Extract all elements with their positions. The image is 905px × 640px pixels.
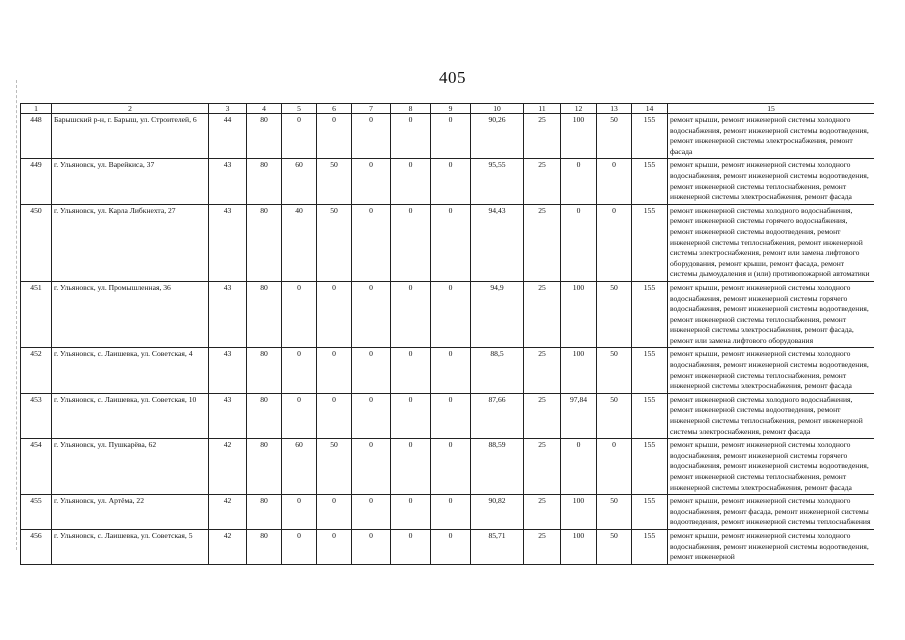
column-header: 4 — [247, 104, 282, 114]
value-cell: 50 — [597, 495, 632, 530]
column-header: 12 — [561, 104, 597, 114]
row-number: 456 — [21, 529, 52, 564]
scan-edge-mark — [16, 80, 18, 550]
value-cell: 50 — [597, 281, 632, 348]
works-list-cell: ремонт крыши, ремонт инженерной системы холодного водоснабжения, ремонт инженерной системы водоотведения, ремонт инженерной системы электроснабжения, ремонт фасада — [668, 114, 875, 159]
value-cell: 25 — [524, 114, 561, 159]
table-row — [21, 204, 875, 281]
value-cell: 0 — [352, 204, 391, 281]
value-cell: 0 — [597, 204, 632, 281]
value-cell: 90,26 — [471, 114, 524, 159]
value-cell: 0 — [431, 159, 471, 204]
works-list-cell: ремонт крыши, ремонт инженерной системы холодного водоснабжения, ремонт инженерной системы горячего водоснабжения, ремонт инженерной системы водоотведения, ремонт инженерной системы теплоснабжения, ремонт инженерной системы электроснабжения, ремонт фасада, ремонт или замена лифтового оборудования — [668, 281, 875, 348]
column-header: 5 — [282, 104, 317, 114]
value-cell: 0 — [431, 281, 471, 348]
value-cell: 0 — [431, 348, 471, 393]
table-row — [21, 529, 875, 564]
value-cell: 0 — [317, 114, 352, 159]
row-number: 451 — [21, 281, 52, 348]
value-cell: 0 — [391, 529, 431, 564]
value-cell: 155 — [632, 159, 668, 204]
value-cell: 88,59 — [471, 439, 524, 495]
value-cell: 0 — [317, 393, 352, 438]
address-cell: г. Ульяновск, с. Лаишевка, ул. Советская, 10 — [52, 393, 209, 438]
table-row — [21, 114, 875, 159]
value-cell: 80 — [247, 439, 282, 495]
address-cell: г. Ульяновск, с. Лаишевка, ул. Советская, 5 — [52, 529, 209, 564]
value-cell: 0 — [391, 281, 431, 348]
row-number: 448 — [21, 114, 52, 159]
row-number: 453 — [21, 393, 52, 438]
value-cell: 80 — [247, 114, 282, 159]
column-header: 1 — [21, 104, 52, 114]
table-container — [20, 103, 874, 640]
row-number: 454 — [21, 439, 52, 495]
value-cell: 100 — [561, 281, 597, 348]
table-row — [21, 439, 875, 495]
row-number: 449 — [21, 159, 52, 204]
value-cell: 0 — [352, 114, 391, 159]
value-cell: 90,82 — [471, 495, 524, 530]
column-header: 9 — [431, 104, 471, 114]
value-cell: 43 — [209, 281, 247, 348]
row-number: 455 — [21, 495, 52, 530]
value-cell: 40 — [282, 204, 317, 281]
value-cell: 100 — [561, 495, 597, 530]
value-cell: 60 — [282, 439, 317, 495]
address-cell: г. Ульяновск, ул. Варейкиса, 37 — [52, 159, 209, 204]
value-cell: 0 — [431, 529, 471, 564]
address-cell: г. Ульяновск, ул. Пушкарёва, 62 — [52, 439, 209, 495]
value-cell: 60 — [282, 159, 317, 204]
value-cell: 50 — [597, 114, 632, 159]
value-cell: 155 — [632, 281, 668, 348]
value-cell: 0 — [352, 393, 391, 438]
value-cell: 0 — [352, 348, 391, 393]
value-cell: 0 — [391, 495, 431, 530]
value-cell: 25 — [524, 159, 561, 204]
value-cell: 95,55 — [471, 159, 524, 204]
value-cell: 155 — [632, 495, 668, 530]
value-cell: 0 — [431, 393, 471, 438]
address-cell: г. Ульяновск, с. Лаишевка, ул. Советская, 4 — [52, 348, 209, 393]
works-list-cell: ремонт крыши, ремонт инженерной системы холодного водоснабжения, ремонт инженерной системы водоотведения, ремонт инженерной системы теплоснабжения, ремонт инженерной системы электроснабжения, ремонт фасада — [668, 348, 875, 393]
value-cell: 155 — [632, 204, 668, 281]
value-cell: 0 — [317, 529, 352, 564]
value-cell: 0 — [352, 529, 391, 564]
table-row — [21, 495, 875, 530]
value-cell: 0 — [431, 114, 471, 159]
column-header: 3 — [209, 104, 247, 114]
value-cell: 0 — [282, 114, 317, 159]
value-cell: 80 — [247, 281, 282, 348]
value-cell: 0 — [352, 159, 391, 204]
column-header: 2 — [52, 104, 209, 114]
column-header: 13 — [597, 104, 632, 114]
value-cell: 0 — [597, 439, 632, 495]
header-row — [21, 104, 875, 114]
value-cell: 0 — [561, 439, 597, 495]
value-cell: 0 — [352, 439, 391, 495]
value-cell: 0 — [317, 495, 352, 530]
table-row — [21, 281, 875, 348]
value-cell: 0 — [391, 393, 431, 438]
value-cell: 80 — [247, 159, 282, 204]
works-list-cell: ремонт крыши, ремонт инженерной системы холодного водоснабжения, ремонт фасада, ремонт инженерной системы водоотведения, ремонт инженерной системы теплоснабжения — [668, 495, 875, 530]
value-cell: 43 — [209, 393, 247, 438]
value-cell: 50 — [317, 159, 352, 204]
value-cell: 0 — [391, 348, 431, 393]
address-cell: г. Ульяновск, ул. Карла Либкнехта, 27 — [52, 204, 209, 281]
value-cell: 50 — [597, 529, 632, 564]
value-cell: 0 — [431, 495, 471, 530]
value-cell: 0 — [391, 159, 431, 204]
value-cell: 0 — [391, 439, 431, 495]
column-header: 7 — [352, 104, 391, 114]
value-cell: 100 — [561, 348, 597, 393]
value-cell: 25 — [524, 204, 561, 281]
value-cell: 97,84 — [561, 393, 597, 438]
value-cell: 100 — [561, 114, 597, 159]
value-cell: 42 — [209, 439, 247, 495]
value-cell: 155 — [632, 114, 668, 159]
value-cell: 94,9 — [471, 281, 524, 348]
table-row — [21, 159, 875, 204]
value-cell: 0 — [597, 159, 632, 204]
address-cell: Барышский р-н, г. Барыш, ул. Строителей, 6 — [52, 114, 209, 159]
value-cell: 0 — [431, 439, 471, 495]
table-row — [21, 348, 875, 393]
value-cell: 0 — [431, 204, 471, 281]
value-cell: 0 — [352, 495, 391, 530]
value-cell: 25 — [524, 393, 561, 438]
column-header: 8 — [391, 104, 431, 114]
works-list-cell: ремонт крыши, ремонт инженерной системы холодного водоснабжения, ремонт инженерной системы горячего водоснабжения, ремонт инженерной системы водоотведения, ремонт инженерной системы теплоснабжения, ремонт инженерной системы электроснабжения, ремонт фасада — [668, 439, 875, 495]
column-header: 6 — [317, 104, 352, 114]
value-cell: 42 — [209, 495, 247, 530]
page-number: 405 — [439, 68, 466, 87]
repair-schedule-table — [20, 103, 874, 565]
table-row — [21, 393, 875, 438]
address-cell: г. Ульяновск, ул. Промышленная, 36 — [52, 281, 209, 348]
column-header: 11 — [524, 104, 561, 114]
value-cell: 25 — [524, 495, 561, 530]
value-cell: 0 — [282, 281, 317, 348]
value-cell: 100 — [561, 529, 597, 564]
value-cell: 0 — [317, 281, 352, 348]
value-cell: 80 — [247, 204, 282, 281]
value-cell: 43 — [209, 159, 247, 204]
value-cell: 0 — [561, 204, 597, 281]
value-cell: 155 — [632, 439, 668, 495]
value-cell: 94,43 — [471, 204, 524, 281]
address-cell: г. Ульяновск, ул. Артёма, 22 — [52, 495, 209, 530]
value-cell: 0 — [317, 348, 352, 393]
works-list-cell: ремонт крыши, ремонт инженерной системы холодного водоснабжения, ремонт инженерной системы водоотведения, ремонт инженерной — [668, 529, 875, 564]
value-cell: 0 — [352, 281, 391, 348]
value-cell: 155 — [632, 348, 668, 393]
value-cell: 80 — [247, 495, 282, 530]
value-cell: 25 — [524, 281, 561, 348]
value-cell: 155 — [632, 393, 668, 438]
works-list-cell: ремонт крыши, ремонт инженерной системы холодного водоснабжения, ремонт инженерной системы водоотведения, ремонт инженерной системы теплоснабжения, ремонт инженерной системы электроснабжения, ремонт фасада — [668, 159, 875, 204]
value-cell: 0 — [282, 393, 317, 438]
value-cell: 50 — [597, 393, 632, 438]
value-cell: 0 — [282, 529, 317, 564]
value-cell: 80 — [247, 529, 282, 564]
value-cell: 0 — [282, 348, 317, 393]
value-cell: 85,71 — [471, 529, 524, 564]
column-header: 10 — [471, 104, 524, 114]
value-cell: 50 — [317, 204, 352, 281]
value-cell: 43 — [209, 348, 247, 393]
value-cell: 50 — [597, 348, 632, 393]
row-number: 452 — [21, 348, 52, 393]
value-cell: 80 — [247, 393, 282, 438]
value-cell: 87,66 — [471, 393, 524, 438]
value-cell: 0 — [561, 159, 597, 204]
value-cell: 43 — [209, 204, 247, 281]
works-list-cell: ремонт инженерной системы холодного водоснабжения, ремонт инженерной системы горячего водоснабжения, ремонт инженерной системы водоотведения, ремонт инженерной системы теплоснабжения, ремонт инженерной системы электроснабжения, ремонт или замена лифтового оборудования, ремонт крыши, ремонт фасада, ремонт системы дымоудаления и (или) противопожарной автоматики — [668, 204, 875, 281]
value-cell: 25 — [524, 348, 561, 393]
value-cell: 0 — [391, 114, 431, 159]
works-list-cell: ремонт инженерной системы холодного водоснабжения, ремонт инженерной системы водоотведения, ремонт инженерной системы теплоснабжения, ремонт инженерной системы электроснабжения, ремонт фасада — [668, 393, 875, 438]
value-cell: 0 — [282, 495, 317, 530]
value-cell: 155 — [632, 529, 668, 564]
value-cell: 42 — [209, 529, 247, 564]
column-header: 14 — [632, 104, 668, 114]
value-cell: 80 — [247, 348, 282, 393]
value-cell: 44 — [209, 114, 247, 159]
value-cell: 25 — [524, 529, 561, 564]
value-cell: 0 — [391, 204, 431, 281]
value-cell: 50 — [317, 439, 352, 495]
value-cell: 25 — [524, 439, 561, 495]
column-header: 15 — [668, 104, 875, 114]
value-cell: 88,5 — [471, 348, 524, 393]
row-number: 450 — [21, 204, 52, 281]
